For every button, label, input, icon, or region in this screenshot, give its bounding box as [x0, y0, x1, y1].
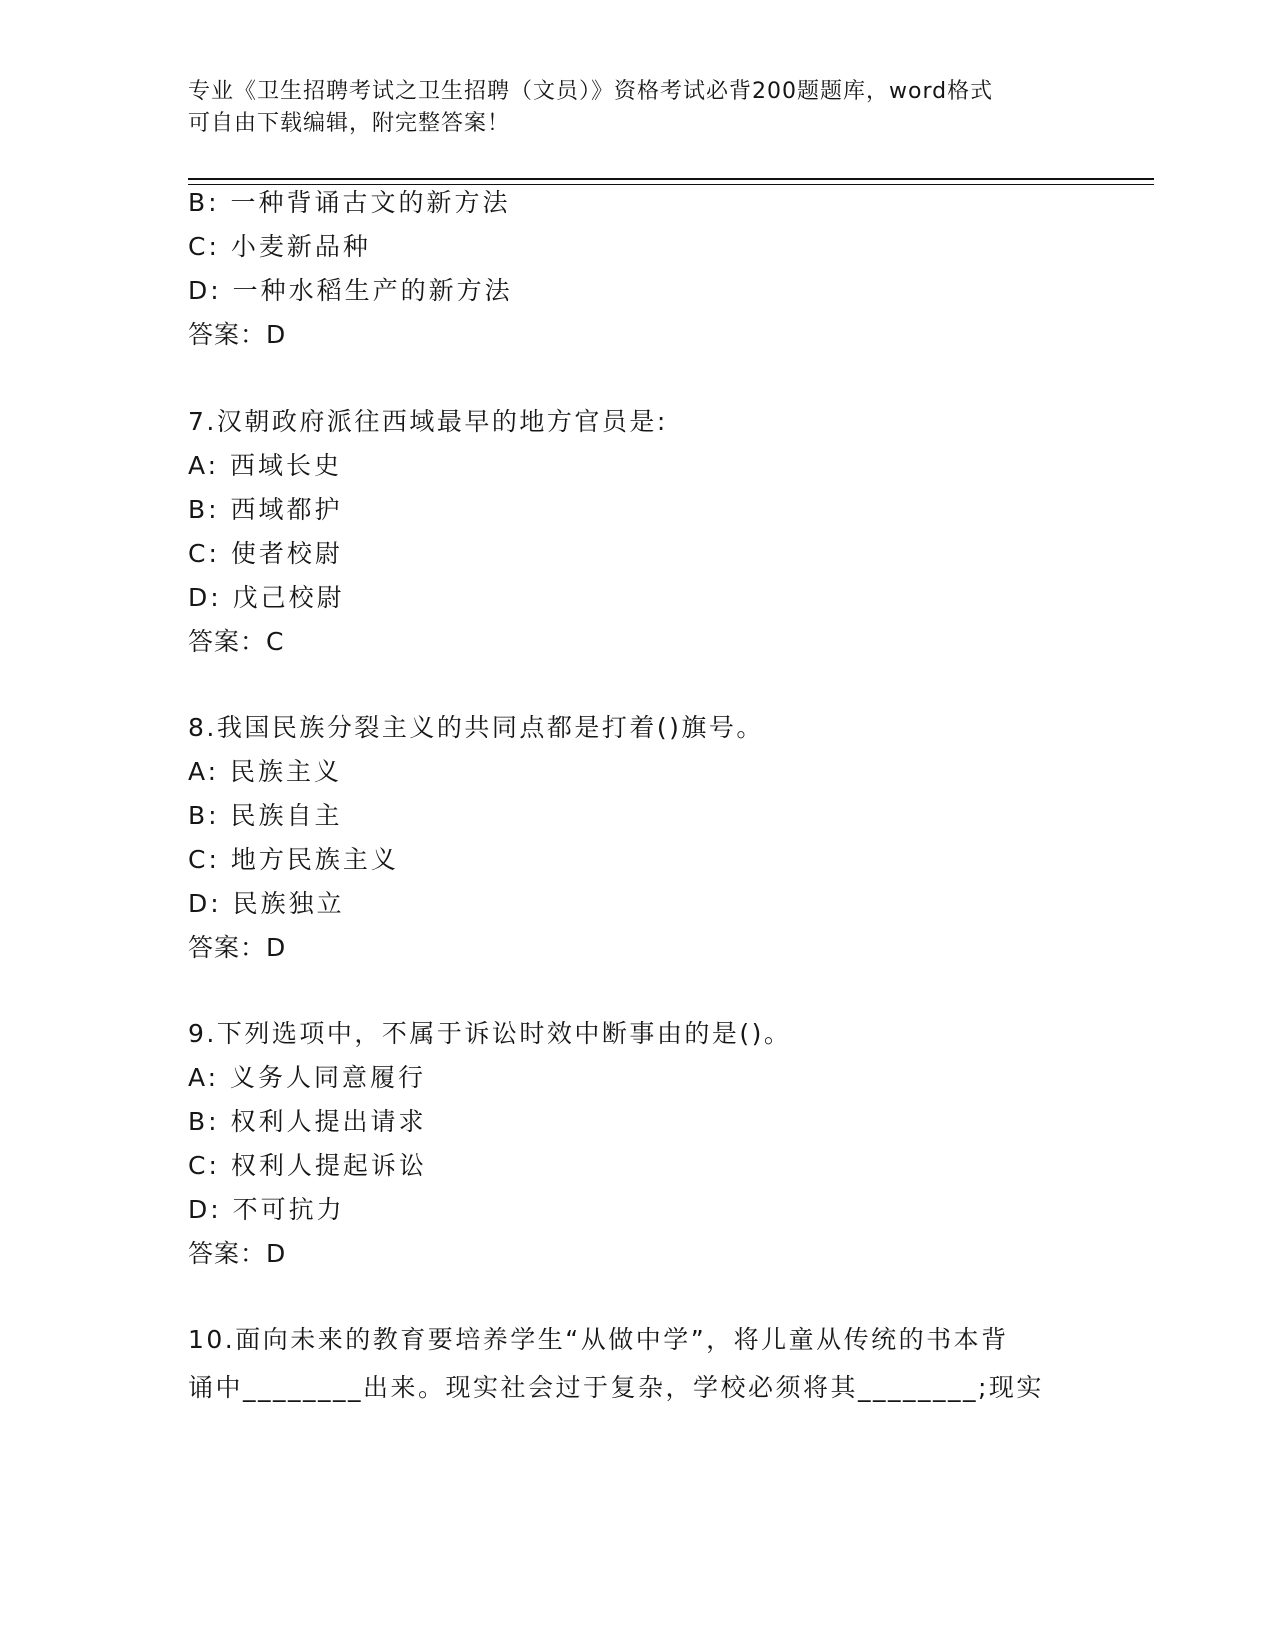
prev-answer: 答案：D [188, 320, 287, 349]
q8-option-b: B: 民族自主 [188, 801, 343, 830]
prev-option-b: B: 一种背诵古文的新方法 [188, 188, 511, 217]
q9-answer: 答案：D [188, 1239, 287, 1268]
q7-option-b: B: 西域都护 [188, 495, 343, 524]
header-line-2: 可自由下载编辑，附完整答案！ [188, 111, 511, 136]
question-10-line-1: 10.面向未来的教育要培养学生“从做中学”，将儿童从传统的书本背 [188, 1325, 1009, 1354]
header-line-1: 专业《卫生招聘考试之卫生招聘（文员）》资格考试必背200题题库，word格式 [188, 79, 994, 104]
q7-option-a: A: 西域长史 [188, 451, 343, 480]
q7-option-c: C: 使者校尉 [188, 539, 343, 568]
question-10-line-2: 诵中________出来。现实社会过于复杂，学校必须将其________;现实 [188, 1373, 1044, 1402]
question-7: 7.汉朝政府派往西域最早的地方官员是: [188, 407, 668, 436]
prev-option-c: C: 小麦新品种 [188, 232, 371, 261]
question-8: 8.我国民族分裂主义的共同点都是打着()旗号。 [188, 713, 764, 742]
prev-option-d: D: 一种水稻生产的新方法 [188, 276, 513, 305]
document-header [188, 76, 1088, 140]
q8-option-c: C: 地方民族主义 [188, 845, 399, 874]
q7-answer: 答案：C [188, 627, 285, 656]
question-9: 9.下列选项中，不属于诉讼时效中断事由的是()。 [188, 1019, 792, 1048]
q8-option-d: D: 民族独立 [188, 889, 345, 918]
header-divider-thick [188, 178, 1154, 180]
q9-option-d: D: 不可抗力 [188, 1195, 345, 1224]
q9-option-b: B: 权利人提出请求 [188, 1107, 427, 1136]
q8-option-a: A: 民族主义 [188, 757, 343, 786]
q9-option-c: C: 权利人提起诉讼 [188, 1151, 427, 1180]
q8-answer: 答案：D [188, 933, 287, 962]
q7-option-d: D: 戊己校尉 [188, 583, 345, 612]
header-divider-thin [188, 184, 1154, 185]
q9-option-a: A: 义务人同意履行 [188, 1063, 427, 1092]
